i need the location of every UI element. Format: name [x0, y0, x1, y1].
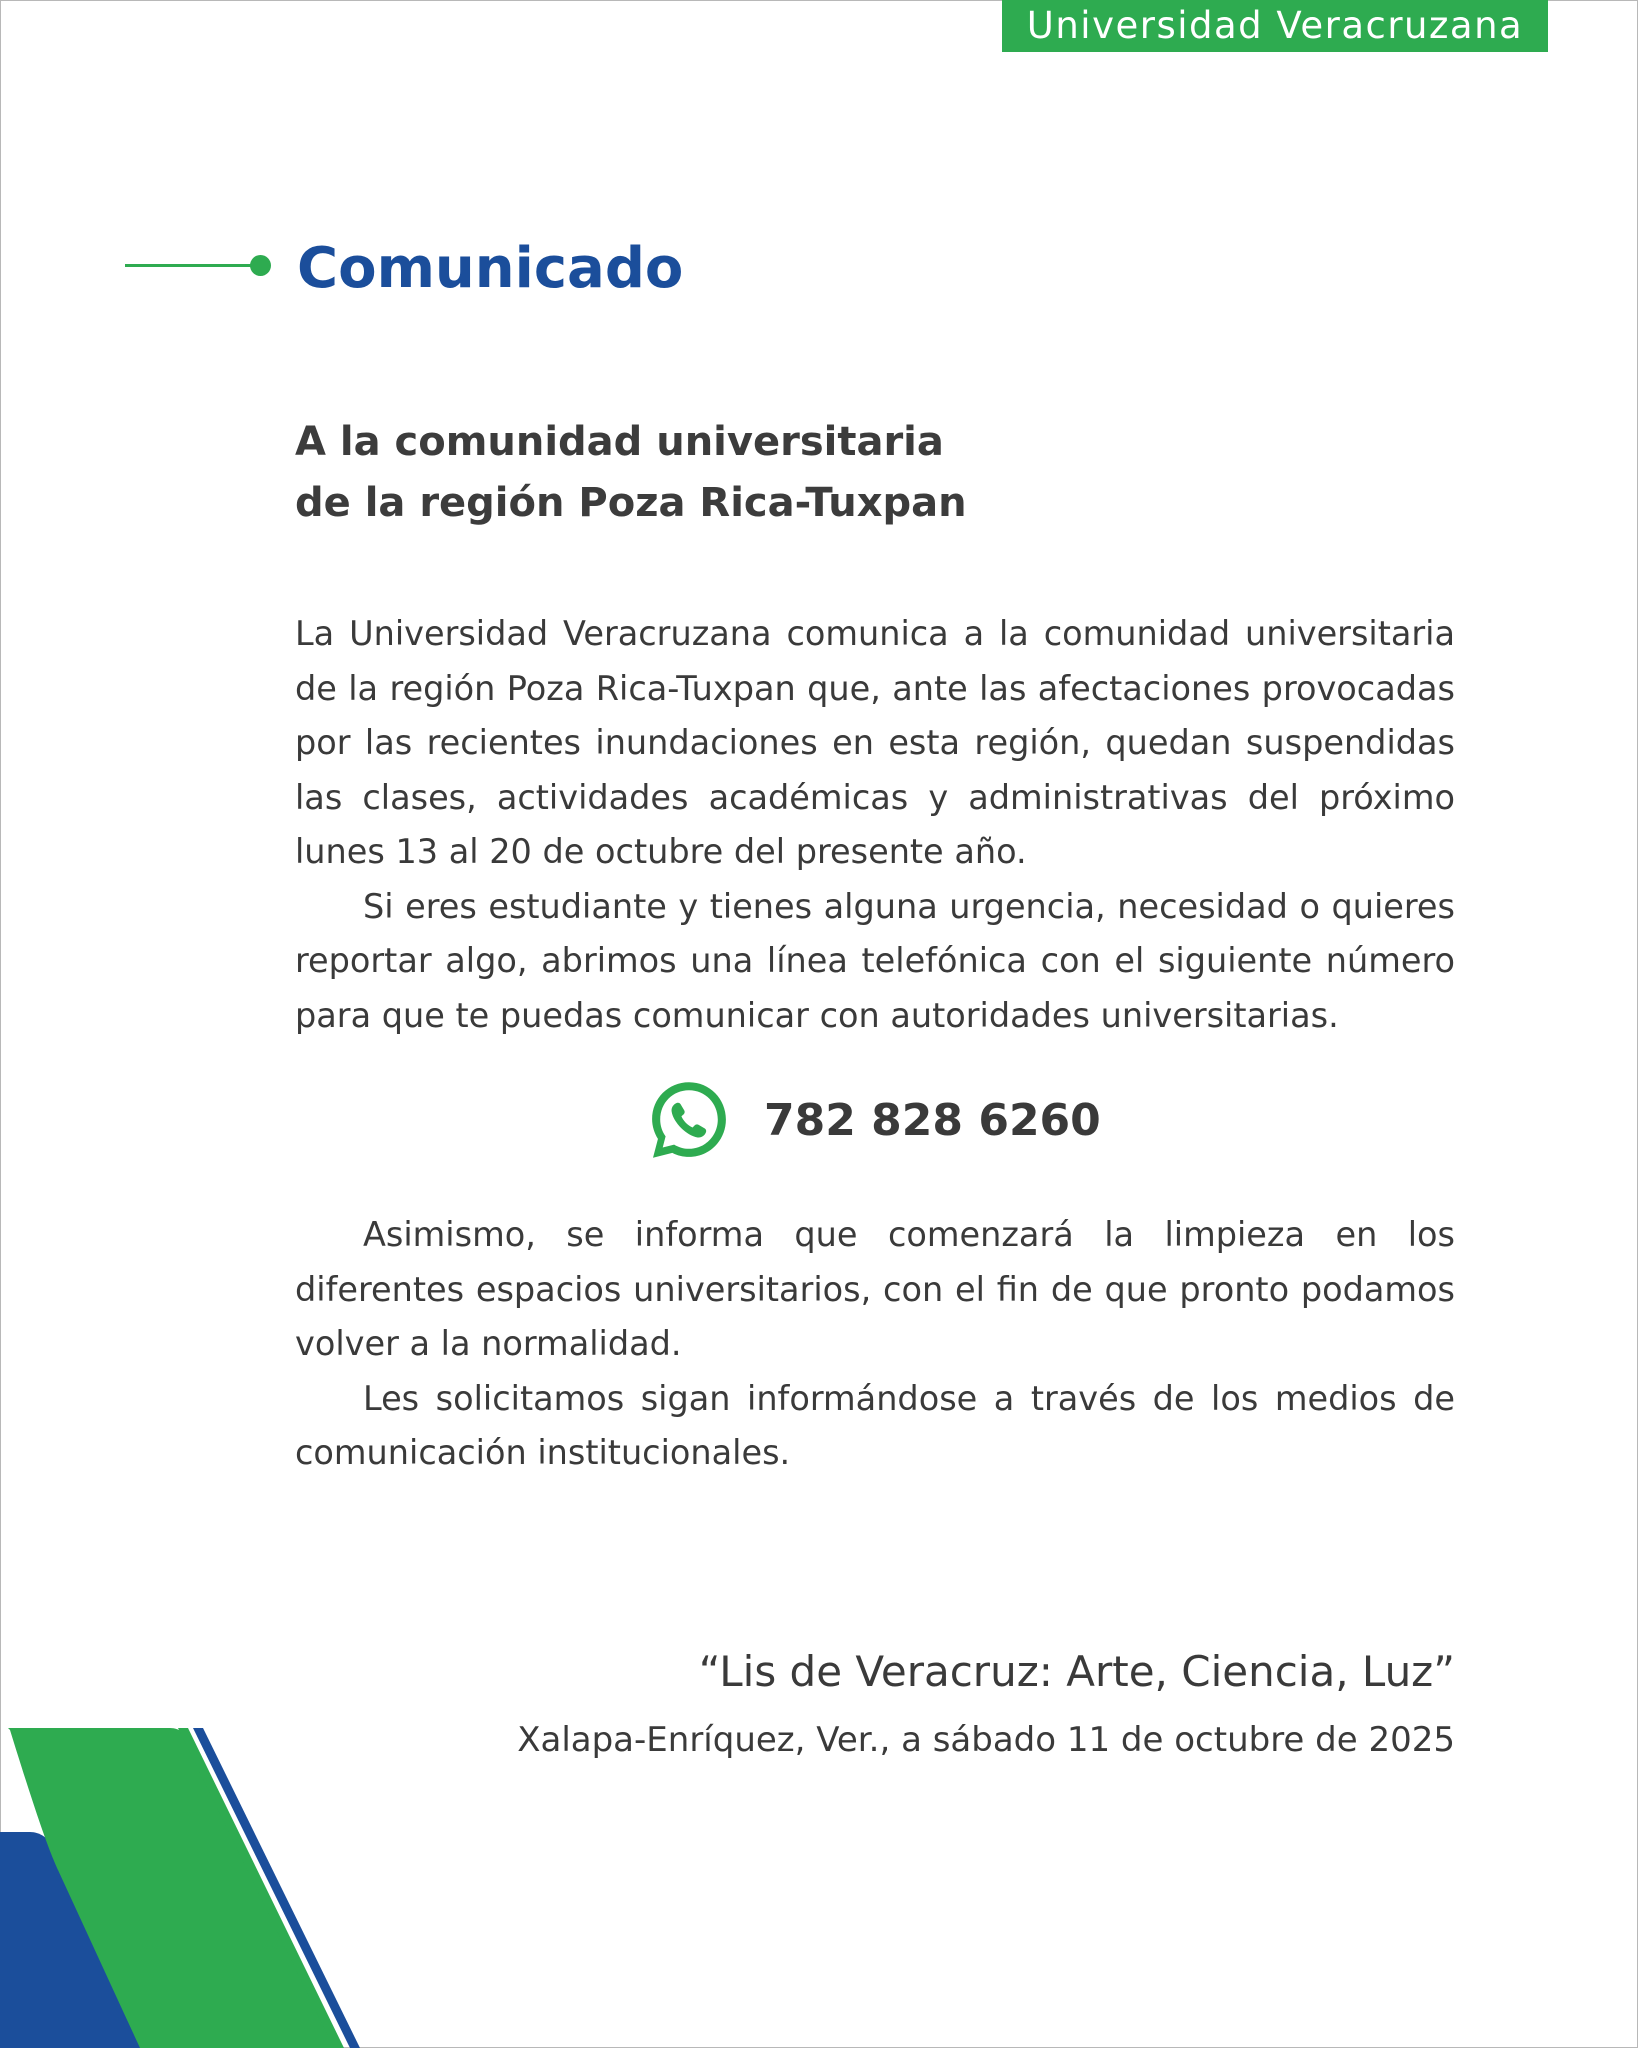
- body-paragraph: La Universidad Veracruzana comunica a la comunidad universitaria de la región Poza Rica-Tuxpan que, ante las afectaciones provocadas por las recientes inundaciones en esta región, quedan suspendidas las clases, actividades académicas y administrativas del próximo lunes 13 al 20 de octubre del presente año.: [295, 614, 1455, 871]
- page-title: Comunicado: [297, 236, 684, 301]
- body-paragraph: Asimismo, se informa que comenzará la limpieza en los diferentes espacios universitarios, con el fin de que pronto podamos volver a la normalidad.: [295, 1215, 1455, 1363]
- whatsapp-contact: [644, 1076, 1101, 1164]
- body-paragraph: Si eres estudiante y tienes alguna urgencia, necesidad o quieres reportar algo, abrimos una línea telefónica con el siguiente número para que te puedas comunicar con autoridades universitarias.: [295, 886, 1455, 1035]
- title-accent-line: [125, 264, 255, 267]
- recipient-line-1: A la comunidad universitaria: [295, 419, 944, 465]
- body-block-before-contact: [295, 607, 1455, 1043]
- header-brand-text: Universidad Veracruzana: [1026, 4, 1524, 47]
- motto: “Lis de Veracruz: Arte, Ciencia, Luz”: [698, 1647, 1455, 1696]
- corner-stripes-decoration: [0, 1720, 380, 2048]
- body-paragraph: Les solicitamos sigan informándose a través de los medios de comunicación institucionales.: [295, 1378, 1455, 1472]
- place-date: Xalapa-Enríquez, Ver., a sábado 11 de octubre de 2025: [517, 1720, 1455, 1760]
- title-accent-dot: [250, 255, 271, 276]
- phone-number: 782 828 6260: [764, 1094, 1101, 1146]
- body-block-after-contact: [295, 1208, 1455, 1481]
- whatsapp-icon: [644, 1075, 734, 1165]
- recipient-heading: [295, 412, 967, 534]
- recipient-line-2: de la región Poza Rica-Tuxpan: [295, 480, 967, 526]
- header-brand-band: [1002, 0, 1548, 52]
